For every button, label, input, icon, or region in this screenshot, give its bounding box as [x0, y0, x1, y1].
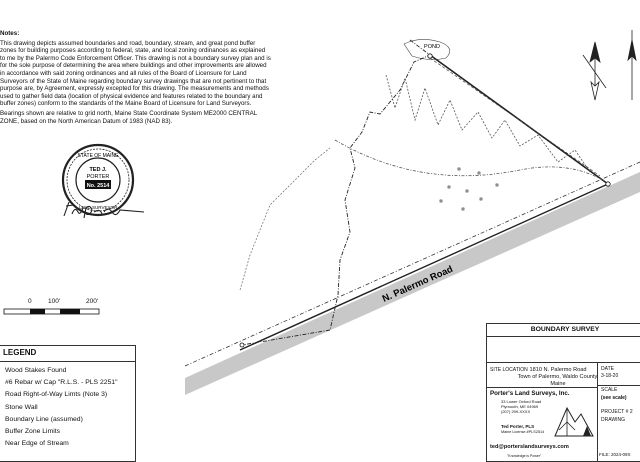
scale-zero: 0	[28, 298, 32, 305]
surveyor-license: Maine License #PLS2514	[501, 429, 545, 434]
site-town: Town of Palermo, Waldo County, Maine	[517, 374, 599, 387]
buffer-arc	[335, 140, 606, 182]
boundary-line-east	[430, 55, 608, 184]
project-info-cell	[597, 386, 640, 461]
legend-title: LEGEND	[0, 346, 135, 362]
scale-key: SCALE	[601, 387, 618, 393]
legend-item: Boundary Line (assumed)	[5, 415, 83, 423]
date-key: DATE	[601, 366, 614, 372]
surveyor-name: Ted Porter, PLS	[501, 424, 535, 429]
corner-marker-sw	[240, 343, 244, 347]
file-number: FILE: 2024-09X	[599, 452, 631, 457]
buffer-zone-limits	[386, 75, 590, 172]
corner-marker-nw	[428, 54, 432, 58]
legend-item: Road Right-of-Way Limts (Note 3)	[5, 391, 108, 399]
stream-edge	[240, 148, 330, 290]
site-location-cell	[487, 362, 597, 388]
road-label: N. Palermo Road	[380, 263, 455, 305]
title-block	[486, 323, 640, 462]
drawing-key: DRAWING	[601, 417, 625, 423]
scale-200: 200'	[86, 298, 99, 305]
company-name: Porter's Land Surveys, Inc.	[490, 390, 570, 397]
company-cell	[487, 386, 597, 461]
legend-list	[0, 365, 135, 450]
corner-marker-se	[606, 182, 610, 186]
notes-heading: Notes:	[0, 30, 20, 37]
address-line-1: 33 Lower Oxford Road	[501, 399, 542, 404]
address-phone: (207) 299-XXXX	[501, 409, 531, 414]
seal-name2: PORTER	[86, 174, 110, 180]
legend-item: Wood Stakes Found	[5, 367, 67, 374]
date-value: 3-18-20	[601, 373, 619, 379]
company-address	[501, 399, 551, 414]
project-value: 2	[629, 409, 633, 415]
legend-panel	[0, 345, 136, 462]
scale-100: 100'	[48, 298, 61, 305]
boundary-line-west	[242, 40, 430, 345]
site-location-key: SITE LOCATION	[490, 367, 528, 373]
stake-markers	[440, 168, 498, 210]
site-address: 1810 N. Palermo Road	[529, 367, 587, 373]
company-motto: "Knowledge is Power"	[507, 454, 542, 458]
legend-item: Stone Wall	[5, 403, 38, 411]
address-line-2: Plymouth, ME 04969	[501, 404, 539, 409]
company-email: ted@porterslandsurveys.com	[490, 444, 569, 450]
scale-value: (see scale)	[601, 395, 627, 401]
seal-name1: TED J.	[89, 167, 107, 173]
site-location-value	[517, 367, 599, 388]
seal-number: No. 2514	[86, 183, 110, 189]
legend-item: #6 Rebar w/ Cap "R.L.S. - PLS 2251"	[5, 379, 118, 387]
legend-item: Buffer Zone Limits	[5, 427, 61, 435]
legend-item: Near Edge of Stream	[5, 440, 69, 448]
title-block-heading: BOUNDARY SURVEY	[487, 324, 640, 337]
company-logo	[551, 400, 595, 440]
surveyor-info	[501, 424, 551, 435]
north-arrow-icon	[583, 30, 636, 100]
date-cell	[597, 362, 640, 386]
note-1: This drawing depicts assumed boundaries and road, boundary, stream, and great pond buffer zones for building purposes according to federal, state, and local zoning ordinances as explained to me by the Palermo Code Enforcement Officer. This drawing is not a boundary survey plan and is for the sole purpose of determining the area where buildings and other improvements are allowed in accordance with said zoning ordinances and all rules of the Board of Licensure for Land Surveyors of the State of Maine regarding boundary survey drawings that are not pertinent to that purpose are, by Agreement, expressly excepted for this drawing. The measurements and methods used to gather field data (location of physical evidence and features related to the boundary and buffer zones) conform to the standards of the Maine Board of Licensure for Land Surveyors.	[0, 39, 271, 108]
seal-top-text: STATE OF MAINE	[77, 153, 119, 159]
seal-bottom-text: LAND SURVEYOR	[78, 205, 118, 210]
project-key: PROJECT #	[601, 409, 629, 415]
pond-label: POND	[424, 44, 440, 50]
note-2: Bearings shown are relative to grid north, Maine State Coordinate System ME2000 CENTRAL ZONE, based on the North American Datum of 1983 (NAD 83).	[0, 109, 258, 125]
